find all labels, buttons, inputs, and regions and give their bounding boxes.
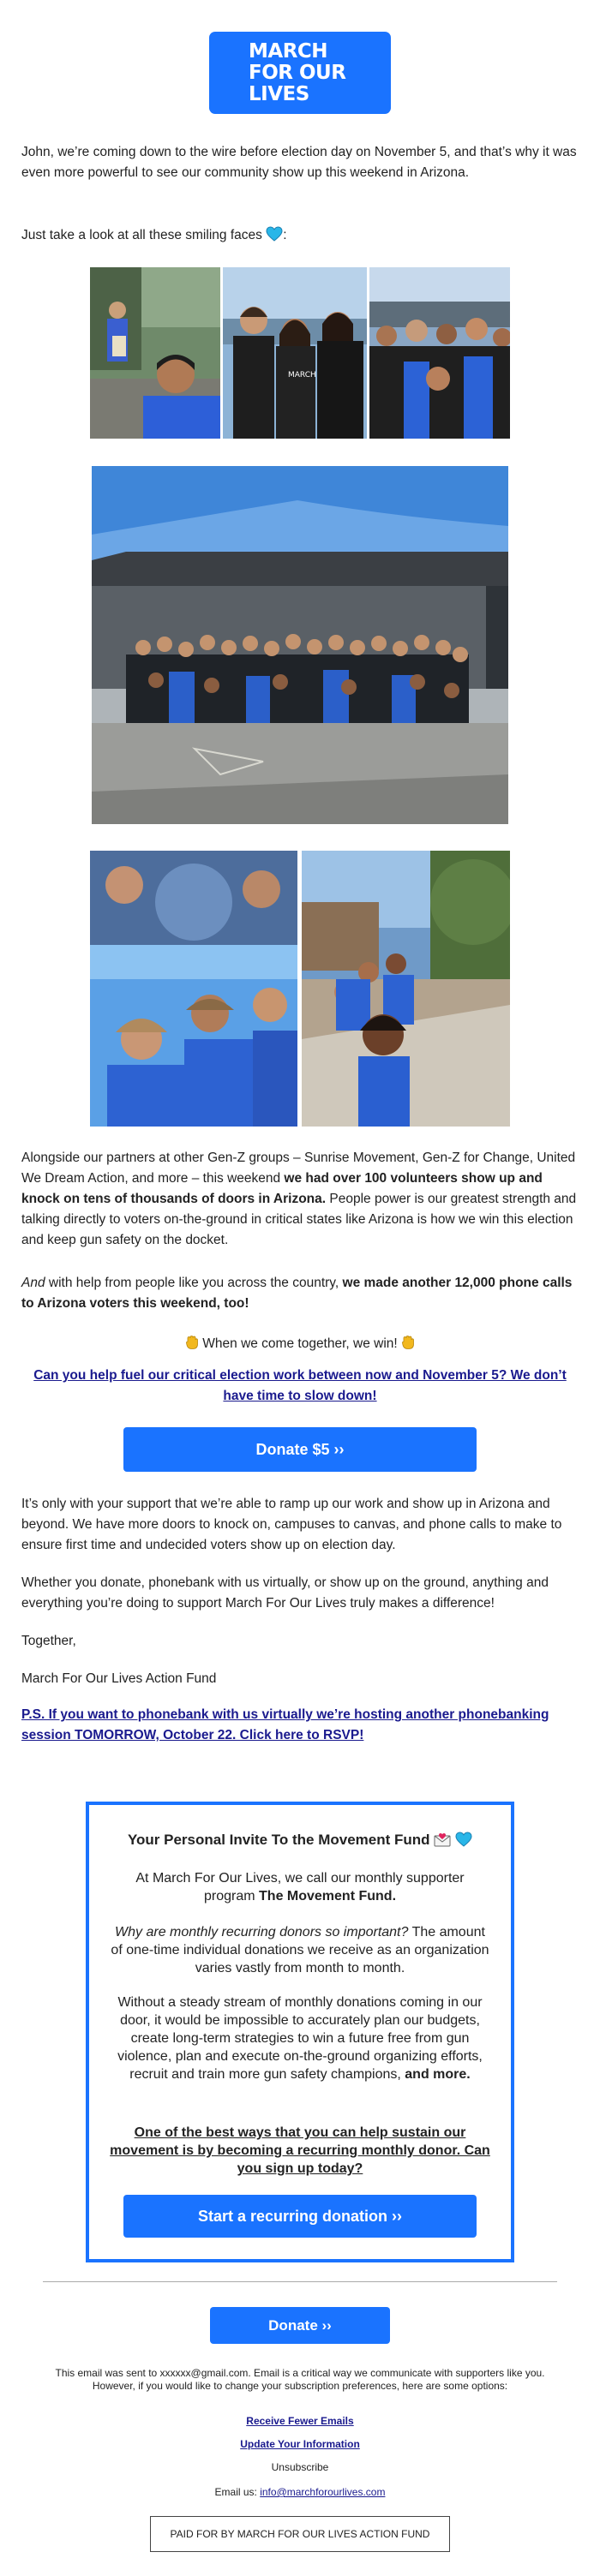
unsubscribe-link[interactable]: Unsubscribe [271, 2461, 329, 2473]
movement-fund-name: The Movement Fund. [259, 1889, 397, 1904]
raised-hand-icon [185, 1335, 199, 1350]
steady-stream-text: Without a steady stream of monthly donations coming in our door, it would be impossible to accurately plan our budgets, create long-term strategies to win a future free from gun violence, plan and execute on-the-ground organizing efforts, recruit and train more gun safety champions, [117, 1995, 483, 2082]
footer-email-label: Email us: [214, 2486, 261, 2498]
intro-paragraph: John, we’re coming down to the wire before election day on November 5, and that’s why it was even more powerful to see our community show up this weekend in Arizona. [21, 145, 577, 180]
recurring-donors-question: Why are monthly recurring donors so important? [115, 1925, 409, 1939]
photo-large-group [92, 466, 508, 824]
photo-crowd-outdoor [369, 267, 510, 439]
movement-fund-title [110, 1831, 490, 1849]
svg-text:MARCH: MARCH [288, 371, 316, 380]
photo-huddle-from-below [90, 851, 297, 1127]
footer-donate-button[interactable]: Donate ›› [210, 2307, 390, 2344]
update-information-link[interactable]: Update Your Information [240, 2438, 360, 2450]
phone-calls-bold: we made another 12,000 phone calls to Arizona voters this weekend, too! [21, 1276, 573, 1311]
footer-email-address-link[interactable]: info@marchforourlives.com [260, 2486, 386, 2498]
paid-for-disclaimer: PAID FOR BY MARCH FOR OUR LIVES ACTION FUND [150, 2516, 450, 2552]
receive-fewer-emails-link[interactable]: Receive Fewer Emails [246, 2415, 354, 2427]
election-work-cta-link[interactable]: Can you help fuel our critical election work between now and November 5? We don’t have time to slow down! [33, 1368, 567, 1403]
phone-calls-italic: And [21, 1276, 45, 1290]
recurring-donors-paragraph [110, 1923, 490, 1977]
logo-line-2: FOR OUR [249, 61, 346, 84]
footer-divider [43, 2281, 557, 2282]
blue-heart-icon [266, 226, 283, 242]
closing-line: Together, [21, 1634, 76, 1648]
phone-calls-text: with help from people like you across the country, [45, 1276, 343, 1290]
signature-line: March For Our Lives Action Fund [21, 1671, 217, 1686]
raised-hand-icon-2 [401, 1335, 415, 1350]
march-for-our-lives-logo[interactable] [209, 32, 391, 114]
together-line [21, 1334, 579, 1354]
phonebank-rsvp-link[interactable]: P.S. If you want to phonebank with us virtually we’re hosting another phonebanking session TOMORROW, October 22. Click here to RSVP! [21, 1707, 549, 1742]
steady-stream-bold: and more. [405, 2067, 471, 2082]
steady-stream-paragraph [110, 1993, 490, 2083]
together-text: When we come together, we win! [202, 1336, 398, 1351]
volunteers-text-a: Alongside our partners at other Gen-Z groups – Sunrise Movement, Gen-Z for Change, United We Dream Action, and more – this weekend [21, 1151, 576, 1186]
start-recurring-donation-button[interactable]: Start a recurring donation ›› [123, 2195, 477, 2238]
logo-line-1: MARCH [249, 39, 328, 63]
phone-calls-paragraph [21, 1273, 579, 1314]
footer-notice: This email was sent to xxxxxx@gmail.com. Email is a critical way we communicate with supporters like you. However, if you would like to change your subscription preferences, here are some options: [55, 2367, 545, 2392]
blue-heart-icon-2 [455, 1832, 472, 1847]
logo-line-3: LIVES [249, 82, 309, 105]
recurring-donor-link[interactable]: One of the best ways that you can help sustain our movement is by becoming a recurring monthly donor. Can you sign up today? [110, 2125, 490, 2176]
donate-5-button[interactable]: Donate $5 ›› [123, 1427, 477, 1472]
support-paragraph: It’s only with your support that we’re able to ramp up our work and show up in Arizona and beyond. We have more doors to knock on, campuses to canvas, and phone calls to make to ensure first time and undecided voters show up on election day. [21, 1497, 562, 1552]
smiling-faces-text: Just take a look at all these smiling faces [21, 228, 262, 242]
difference-paragraph: Whether you donate, phonebank with us virtually, or show up on the ground, anything and everything you’re doing to support March For Our Lives truly makes a difference! [21, 1575, 549, 1611]
footer-email-line [51, 2486, 549, 2499]
envelope-heart-icon [434, 1832, 451, 1847]
smiling-faces-paragraph [21, 225, 579, 246]
photo-volunteer-canvassing [90, 267, 220, 439]
movement-fund-intro-text: At March For Our Lives, we call our monthly supporter program [135, 1871, 465, 1904]
photo-volunteers-on-sidewalk [302, 851, 510, 1127]
volunteers-paragraph [21, 1148, 579, 1251]
recurring-donors-text: The amount of one-time individual donations we receive as an organization varies vastly from month to month. [111, 1925, 489, 1975]
volunteers-text-c: People power is our greatest strength and talking directly to voters on-the-ground in critical states like Arizona is how we win this election and keep gun safety on the docket. [21, 1192, 577, 1247]
volunteers-text-bold: we had over 100 volunteers show up and knock on tens of thousands of doors in Arizona. [21, 1171, 543, 1206]
movement-fund-intro [110, 1869, 490, 1905]
movement-fund-box [86, 1802, 514, 2262]
photo-group-of-three [223, 267, 367, 439]
smiling-faces-suffix: : [283, 228, 287, 242]
logo-container [0, 32, 600, 114]
movement-fund-title-text: Your Personal Invite To the Movement Fund [127, 1832, 430, 1848]
